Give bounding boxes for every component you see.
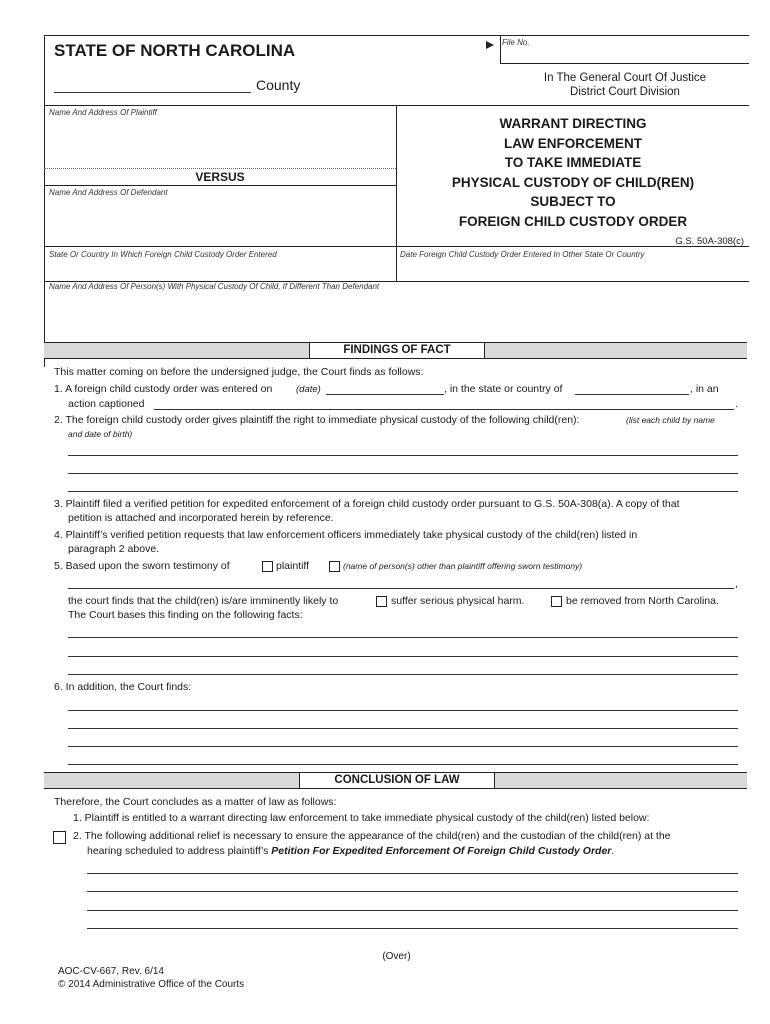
conclusion-line-4[interactable] <box>87 928 738 929</box>
title-line-3: TO TAKE IMMEDIATE <box>504 155 642 170</box>
finding-5-text-c: The Court bases this finding on the following facts: <box>68 609 303 621</box>
finding-3-text-b: petition is attached and incorporated herein by reference. <box>68 512 334 524</box>
finding-1-text-b: , in the state or country of <box>444 383 563 395</box>
finding-1-date-input[interactable] <box>326 394 444 395</box>
court-line-1: In The General Court Of Justice <box>543 72 707 84</box>
finding-5-fact-line-1[interactable] <box>68 637 738 638</box>
conclusion-2-period: . <box>611 845 615 857</box>
date-entered-label: Date Foreign Child Custody Order Entered In Other State Or Country <box>400 250 645 259</box>
conclusion-1-text: 1. Plaintiff is entitled to a warrant directing law enforcement to take immediate physical custody of the child(ren) listed below: <box>73 812 650 824</box>
form-number: AOC-CV-667, Rev. 6/14 <box>58 966 164 977</box>
date-entered-input[interactable] <box>400 262 745 278</box>
conclusion-heading: CONCLUSION OF LAW <box>299 772 495 789</box>
conclusion-2-hearing-text: hearing scheduled to address plaintiff’s <box>87 845 269 857</box>
removed-from-nc-checkbox[interactable] <box>551 596 562 607</box>
finding-5-text-b: the court finds that the child(ren) is/are imminently likely to <box>68 595 339 607</box>
document-title <box>400 114 746 231</box>
title-line-1: WARRANT DIRECTING <box>499 116 647 131</box>
statute-reference: G.S. 50A-308(c) <box>675 236 744 247</box>
additional-relief-checkbox[interactable] <box>53 831 66 844</box>
finding-6-text: 6. In addition, the Court finds: <box>54 681 192 693</box>
finding-5-plaintiff-label: plaintiff <box>276 560 310 572</box>
versus-divider <box>44 185 396 186</box>
file-no-bottom-border <box>500 63 749 64</box>
defendant-label: Name And Address Of Defendant <box>49 188 168 197</box>
file-no-left-border <box>500 35 501 63</box>
versus-label: VERSUS <box>195 170 245 184</box>
finding-1-text-c: , in an <box>690 383 719 395</box>
physical-harm-checkbox[interactable] <box>376 596 387 607</box>
finding-5-removed-label: be removed from North Carolina. <box>566 595 719 607</box>
left-border <box>44 35 45 367</box>
top-border <box>44 35 749 36</box>
over-note: (Over) <box>382 951 411 962</box>
finding-2-hint-1: (list each child by name <box>626 415 715 425</box>
person-custody-label: Name And Address Of Person(s) With Physical Custody Of Child, If Different Than Defendant <box>49 282 380 291</box>
conclusion-2-text-a: 2. The following additional relief is necessary to ensure the appearance of the child(ren) and the custodian of the child(ren) at the <box>73 830 671 842</box>
copyright: © 2014 Administrative Office of the Courts <box>58 979 245 990</box>
finding-6-line-1[interactable] <box>68 710 738 711</box>
finding-6-line-4[interactable] <box>68 764 738 765</box>
conclusion-line-3[interactable] <box>87 910 738 911</box>
title-line-6: FOREIGN CHILD CUSTODY ORDER <box>458 213 688 229</box>
finding-2-hint-2: and date of birth) <box>68 429 133 439</box>
finding-5-harm-label: suffer serious physical harm. <box>391 595 525 607</box>
finding-1-text-a: 1. A foreign child custody order was entered on <box>54 383 273 395</box>
plaintiff-checkbox[interactable] <box>262 561 273 572</box>
title-line-2: LAW ENFORCEMENT <box>504 135 642 151</box>
finding-5-text-a: 5. Based upon the sworn testimony of <box>54 560 230 572</box>
conclusion-line-2[interactable] <box>87 891 738 892</box>
title-line-4: PHYSICAL CUSTODY OF CHILD(REN) <box>451 174 695 190</box>
state-country-input[interactable] <box>48 262 393 278</box>
plaintiff-label: Name And Address Of Plaintiff <box>49 108 157 117</box>
conclusion-2-text-b <box>87 844 614 859</box>
plaintiff-divider <box>44 168 396 169</box>
center-divider <box>396 105 397 281</box>
county-input-line[interactable] <box>54 92 251 93</box>
finding-2-line-1[interactable] <box>68 455 738 456</box>
state-title: STATE OF NORTH CAROLINA <box>54 41 296 60</box>
state-country-label: State Or Country In Which Foreign Child Custody Order Entered <box>49 250 277 259</box>
parties-bottom-border <box>44 246 749 247</box>
finding-2-text: 2. The foreign child custody order gives plaintiff the right to immediate physical custody of the following child(ren): <box>54 414 580 426</box>
finding-5-fact-line-2[interactable] <box>68 656 738 657</box>
finding-2-line-2[interactable] <box>68 473 738 474</box>
finding-1-text-d: action captioned <box>68 398 145 410</box>
finding-4-text-a: 4. Plaintiff’s verified petition requests that law enforcement officers immediately take physical custody of the child(ren) listed in <box>54 529 638 541</box>
findings-heading: FINDINGS OF FACT <box>309 342 485 359</box>
person-custody-input[interactable] <box>48 294 745 340</box>
file-number-pointer-icon <box>486 41 494 49</box>
finding-5-fact-line-3[interactable] <box>68 674 738 675</box>
finding-5-comma: , <box>735 578 738 590</box>
court-line-2: District Court Division <box>570 86 680 98</box>
finding-6-line-3[interactable] <box>68 746 738 747</box>
finding-5-testimony-input[interactable] <box>68 588 734 589</box>
finding-1-caption-input[interactable] <box>154 409 734 410</box>
title-line-5: SUBJECT TO <box>530 194 616 209</box>
findings-intro: This matter coming on before the undersigned judge, the Court finds as follows: <box>54 366 424 378</box>
finding-1-date-hint: (date) <box>296 384 321 395</box>
conclusion-intro: Therefore, the Court concludes as a matter of law as follows: <box>54 796 337 808</box>
defendant-input[interactable] <box>48 200 393 244</box>
file-no-label: File No. <box>502 38 530 47</box>
other-person-checkbox[interactable] <box>329 561 340 572</box>
conclusion-2-petition-title: Petition For Expedited Enforcement Of Foreign Child Custody Order <box>271 845 612 857</box>
finding-1-period: . <box>735 398 738 410</box>
finding-3-text-a: 3. Plaintiff filed a verified petition for expedited enforcement of a foreign child custody order pursuant to G.S. 50A-308(a). A copy of that <box>54 498 680 510</box>
finding-2-line-3[interactable] <box>68 491 738 492</box>
finding-1-state-input[interactable] <box>575 394 689 395</box>
file-no-input[interactable] <box>505 46 745 61</box>
finding-5-other-hint: (name of person(s) other than plaintiff offering sworn testimony) <box>343 561 583 571</box>
plaintiff-input[interactable] <box>48 120 393 166</box>
finding-6-line-2[interactable] <box>68 728 738 729</box>
county-label: County <box>256 77 301 93</box>
conclusion-line-1[interactable] <box>87 873 738 874</box>
finding-4-text-b: paragraph 2 above. <box>68 543 160 555</box>
